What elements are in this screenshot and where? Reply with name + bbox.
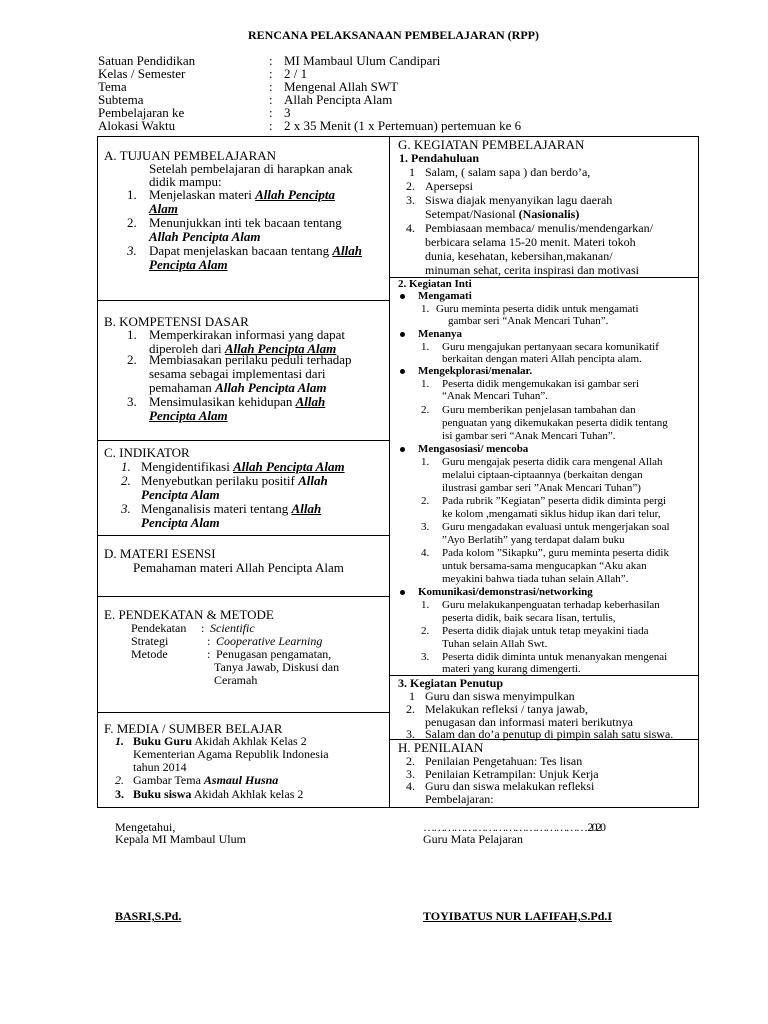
- list-number: 2.: [421, 625, 430, 637]
- field-label: Strategi: [131, 634, 169, 648]
- field-label: Metode: [131, 647, 168, 661]
- list-item-continuation: penugasan dan informasi materi berikutnya: [425, 715, 633, 729]
- list-item: Salam dan do’a penutup di pimpin salah satu siswa.: [425, 727, 674, 741]
- list-item: Pada rubrik ”Kegiatan” peserta didik diminta pergi: [442, 495, 667, 507]
- list-number: 1.: [421, 456, 430, 468]
- signature-right-name: TOYIBATUS NUR LAFIFAH,S.Pd.I: [423, 909, 613, 923]
- list-item: Pembiasaan membaca/ menulis/mendengarkan/: [425, 221, 653, 235]
- activity-heading: Mengasosiasi/ mencoba: [418, 443, 529, 455]
- document-title: RENCANA PELAKSANAAN PEMBELAJARAN (RPP): [248, 28, 539, 42]
- section-text: Setelah pembelajaran di harapkan anak: [149, 161, 353, 176]
- field-value: Scientific: [210, 621, 255, 635]
- identity-separator: :: [269, 79, 273, 94]
- identity-separator: :: [269, 118, 273, 133]
- activity-heading: Mengamati: [418, 290, 472, 302]
- field-value: Cooperative Learning: [216, 634, 323, 648]
- list-item-continuation: Pencipta Alam: [141, 515, 220, 530]
- identity-label: Tema: [98, 79, 127, 94]
- activity-heading: Komunikasi/demonstrasi/networking: [418, 586, 593, 598]
- list-number: 4.: [406, 779, 415, 793]
- list-number: 2.: [421, 495, 430, 507]
- list-number: 2.: [127, 352, 137, 367]
- list-number: 3.: [127, 243, 137, 258]
- list-number: 3.: [115, 787, 124, 801]
- list-item: Gambar Tema Asmaul Husna: [133, 773, 279, 787]
- list-number: 2.: [421, 404, 430, 416]
- identity-value: 3: [284, 105, 291, 120]
- list-item-continuation: Tuhan selain Allah Swt.: [442, 638, 548, 650]
- list-number: 2.: [127, 215, 137, 230]
- list-item: Mensimulasikan kehidupan Allah: [149, 394, 326, 409]
- field-label: Pendekatan: [131, 621, 187, 635]
- identity-separator: :: [269, 105, 273, 120]
- list-item: Dapat menjelaskan bacaan tentang Allah: [149, 243, 362, 258]
- list-item-continuation: ke kolom ,mengamati siklus hidup ikan dari telur,: [442, 508, 661, 520]
- identity-value: MI Mambaul Ulum Candipari: [284, 53, 441, 68]
- list-item: Guru memberikan penjelasan tambahan dan: [442, 404, 636, 416]
- signature-left-name: BASRI,S.Pd.: [115, 909, 182, 923]
- list-item-continuation: ”Ayo Berlatih” yang terdapat dalam buku: [442, 534, 625, 546]
- list-number: 1: [409, 689, 415, 703]
- list-item: Siswa diajak menyanyikan lagu daerah: [425, 193, 613, 207]
- list-item-continuation: Setempat/Nasional (Nasionalis): [425, 207, 580, 221]
- identity-value: Allah Pencipta Alam: [284, 92, 393, 107]
- activity-heading: Menanya: [418, 328, 462, 340]
- list-item-continuation: isi gambar seri “Anak Mencari Tuhan”.: [442, 430, 616, 442]
- list-item: Guru mengajak peserta didik cara mengenal Allah: [442, 456, 663, 468]
- list-item-continuation: berbicara selama 15-20 menit. Materi tokoh: [425, 235, 636, 249]
- identity-value: Mengenal Allah SWT: [284, 79, 399, 94]
- list-item-continuation: materi yang kurang dimengerti.: [442, 663, 581, 675]
- list-item-continuation: Allah Pencipta Alam: [149, 229, 261, 244]
- list-item-continuation: meyakini bahwa tiada tuhan selain Allah”.: [442, 573, 629, 585]
- list-item-continuation: pemahaman Allah Pencipta Alam: [149, 380, 327, 395]
- list-item-continuation: minuman sehat, cerita inspirasi dan motivasi: [425, 263, 639, 277]
- list-item: Guru mengadakan evaluasi untuk mengerjakan soal: [442, 521, 670, 533]
- bullet-icon: [400, 447, 405, 452]
- list-number: 4.: [406, 221, 415, 235]
- list-item: Menjelaskan materi Allah Pencipta: [149, 187, 335, 202]
- activity-heading: Mengekplorasi/menalar.: [418, 365, 533, 377]
- list-number: 1.: [421, 341, 430, 353]
- list-number: 3.: [406, 193, 415, 207]
- list-item-continuation: Kementerian Agama Republik Indonesia: [133, 747, 329, 761]
- bullet-icon: [400, 369, 405, 374]
- list-number: 2.: [406, 702, 415, 716]
- identity-separator: :: [269, 92, 273, 107]
- field-separator: :: [207, 634, 211, 648]
- list-number: 3.: [421, 651, 430, 663]
- list-number: 3.: [127, 394, 137, 409]
- field-separator: :: [201, 621, 205, 635]
- identity-value: 2 / 1: [284, 66, 308, 81]
- list-number: 1.: [121, 459, 131, 474]
- list-number: 3.: [406, 727, 415, 741]
- field-value-continuation: Ceramah: [214, 673, 258, 687]
- list-item: Melakukan refleksi / tanya jawab,: [425, 702, 588, 716]
- section-heading: A. TUJUAN PEMBELAJARAN: [104, 148, 277, 163]
- list-number: 1: [409, 165, 415, 179]
- list-item-continuation: melalui ciptaan-ciptaannya (berkaitan dengan: [442, 469, 643, 481]
- list-item-continuation: ilustrasi gambar seri ”Anak Mencari Tuhan”): [442, 482, 641, 494]
- signature-date: ………………………………………… 2020: [423, 820, 605, 834]
- list-item: Salam, ( salam sapa ) dan berdo’a,: [425, 165, 591, 179]
- list-number: 2.: [115, 773, 124, 787]
- list-number: 4.: [421, 547, 430, 559]
- list-item: Buku Guru Akidah Akhlak Kelas 2: [133, 734, 307, 748]
- list-item: Buku siswa Akidah Akhlak kelas 2: [133, 787, 304, 801]
- list-item: Guru mengajukan pertanyaan secara komunikatif: [442, 341, 659, 353]
- list-item: Peserta didik diminta untuk menanyakan mengenai: [442, 651, 668, 663]
- bullet-icon: [400, 590, 405, 595]
- list-item: Peserta didik diajak untuk tetap meyakini tiada: [442, 625, 649, 637]
- list-item-continuation: diperoleh dari Allah Pencipta Alam: [149, 341, 337, 356]
- section-text: Pemahaman materi Allah Pencipta Alam: [133, 560, 344, 575]
- list-item-continuation: “Anak Mencari Tuhan”.: [442, 390, 549, 402]
- list-item: Guru melakukanpenguatan terhadap keberhasilan: [442, 599, 660, 611]
- list-number: 1.: [421, 599, 430, 611]
- list-item-continuation: dunia, kesehatan, kebersihan,makanan/: [425, 249, 613, 263]
- list-item: Pada kolom ”Sikapku”, guru meminta peserta didik: [442, 547, 669, 559]
- list-item: Penilaian Ketrampilan: Unjuk Kerja: [425, 767, 599, 781]
- list-item-continuation: berkaitan dengan materi Allah pencipta alam.: [442, 353, 642, 365]
- section-heading: F. MEDIA / SUMBER BELAJAR: [104, 721, 283, 736]
- list-item-continuation: Pencipta Alam: [149, 257, 228, 272]
- list-item-continuation: Pencipta Alam: [141, 487, 220, 502]
- list-item: Menganalisis materi tentang Allah: [141, 501, 322, 516]
- identity-label: Alokasi Waktu: [98, 118, 176, 133]
- list-number: 1.: [115, 734, 124, 748]
- list-item: Mengidentifikasi Allah Pencipta Alam: [141, 459, 345, 474]
- list-item-continuation: tahun 2014: [133, 760, 187, 774]
- list-item-continuation: gambar seri “Anak Mencari Tuhan”.: [448, 315, 609, 327]
- identity-value: 2 x 35 Menit (1 x Pertemuan) pertemuan ke 6: [284, 118, 522, 133]
- list-item-continuation: sesama sebagai implementasi dari: [149, 366, 326, 381]
- section-heading: D. MATERI ESENSI: [104, 546, 216, 561]
- list-number: 3.: [406, 767, 415, 781]
- field-value: Penugasan pengamatan,: [216, 647, 332, 661]
- subsection-heading: 2. Kegiatan Inti: [398, 278, 472, 290]
- section-heading: C. INDIKATOR: [104, 445, 190, 460]
- list-item-continuation: Pencipta Alam: [149, 408, 228, 423]
- list-number: 1.: [421, 303, 430, 315]
- list-item: Penilaian Pengetahuan: Tes lisan: [425, 754, 583, 768]
- list-number: 1.: [127, 187, 137, 202]
- section-text: didik mampu:: [149, 174, 222, 189]
- list-item-continuation: untuk bersama-sama mengucapkan “Aku akan: [442, 560, 647, 572]
- list-number: 3.: [121, 501, 131, 516]
- signature-left-title: Kepala MI Mambaul Ulum: [115, 832, 246, 846]
- list-item-continuation: Pembelajaran:: [425, 792, 494, 806]
- list-item: Membiasakan perilaku peduli terhadap: [149, 352, 352, 367]
- list-item: Memperkirakan informasi yang dapat: [149, 327, 346, 342]
- signature-right-title: Guru Mata Pelajaran: [423, 832, 523, 846]
- list-item: Menyebutkan perilaku positif Allah: [141, 473, 328, 488]
- list-item: Menunjukkan inti tek bacaan tentang: [149, 215, 342, 230]
- identity-label: Satuan Pendidikan: [98, 53, 196, 68]
- identity-label: Kelas / Semester: [98, 66, 186, 81]
- list-number: 1.: [421, 378, 430, 390]
- identity-label: Pembelajaran ke: [98, 105, 185, 120]
- subsection-heading: 3. Kegiatan Penutup: [398, 676, 504, 690]
- list-number: 2.: [406, 754, 415, 768]
- identity-separator: :: [269, 66, 273, 81]
- list-item: Apersepsi: [425, 179, 473, 193]
- field-value-continuation: Tanya Jawab, Diskusi dan: [214, 660, 340, 674]
- list-number: 2.: [406, 179, 415, 193]
- bullet-icon: [400, 294, 405, 299]
- list-item: Guru dan siswa melakukan refleksi: [425, 779, 595, 793]
- list-item-continuation: Alam: [149, 201, 178, 216]
- list-item-continuation: peserta didik, baik secara lisan, tertulis,: [442, 612, 616, 624]
- list-number: 1.: [127, 327, 137, 342]
- list-item: Guru dan siswa menyimpulkan: [425, 689, 575, 703]
- list-item: Guru meminta peserta didik untuk mengamati: [436, 303, 639, 315]
- list-number: 3.: [421, 521, 430, 533]
- identity-label: Subtema: [98, 92, 144, 107]
- list-item: Peserta didik mengemukakan isi gambar seri: [442, 378, 640, 390]
- section-heading: E. PENDEKATAN & METODE: [104, 607, 274, 622]
- signature-left-line: Mengetahui,: [115, 820, 176, 834]
- subsection-heading: 1. Pendahuluan: [399, 151, 480, 165]
- field-separator: :: [207, 647, 211, 661]
- identity-separator: :: [269, 53, 273, 68]
- list-number: 2.: [121, 473, 131, 488]
- list-item-continuation: penguatan yang dikemukakan peserta didik tentang: [442, 417, 668, 429]
- section-heading: H. PENILAIAN: [398, 740, 484, 755]
- bullet-icon: [400, 332, 405, 337]
- section-heading: B. KOMPETENSI DASAR: [104, 314, 249, 329]
- section-heading: G. KEGIATAN PEMBELAJARAN: [398, 137, 585, 152]
